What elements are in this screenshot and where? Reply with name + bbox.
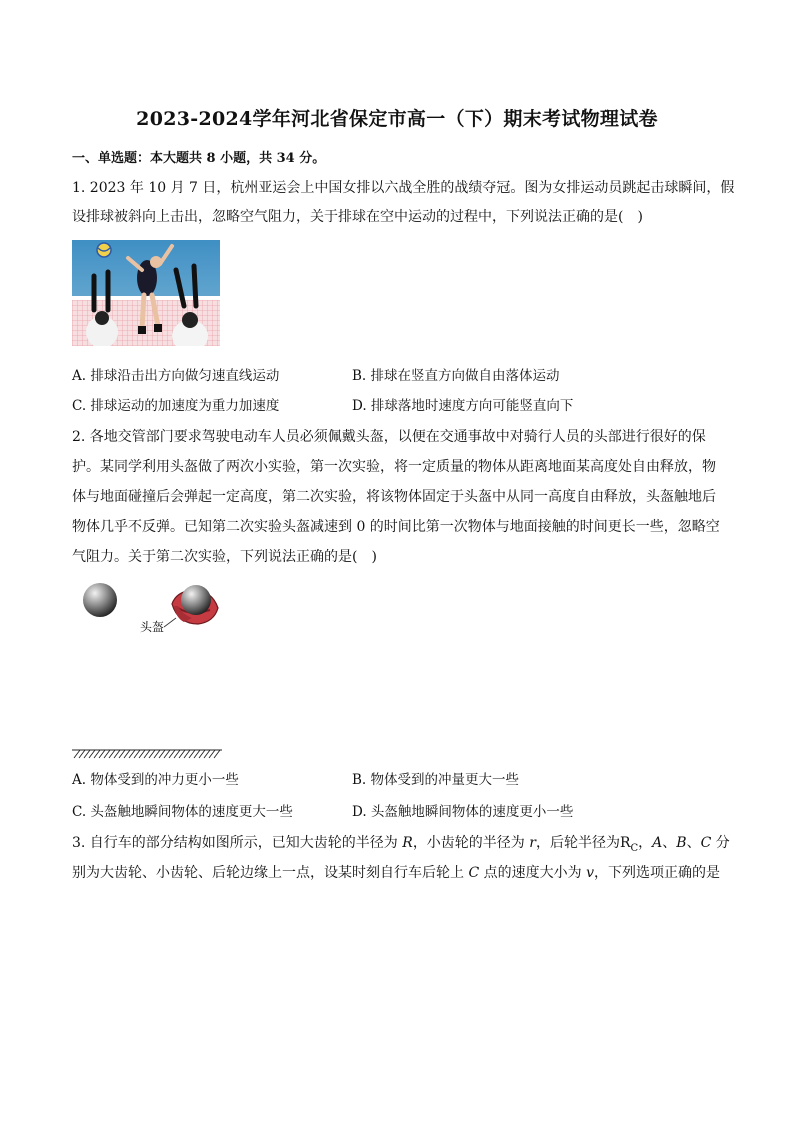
q3-subscript-c: C bbox=[630, 842, 639, 854]
section-heading: 一、单选题：本大题共 8 小题，共 34 分。 bbox=[72, 151, 326, 166]
q1-option-d: D. 排球落地时速度方向可能竖直向下 bbox=[352, 398, 574, 414]
q2-text-line-5: 气阻力。关于第二次实验，下列说法正确的是( ) bbox=[72, 549, 377, 565]
ground-hatching bbox=[72, 744, 222, 754]
q2-option-a: A. 物体受到的冲力更小一些 bbox=[72, 772, 239, 788]
q3-text-segment: 、 bbox=[662, 835, 677, 851]
q3-point-b: B bbox=[676, 835, 687, 851]
q3-point-c: C bbox=[468, 865, 480, 881]
q3-text-segment: 、 bbox=[686, 835, 701, 851]
q3-text-segment: ，下列选项正确的是 bbox=[594, 865, 720, 881]
q1-text-line-1: 1. 2023 年 10 月 7 日，杭州亚运会上中国女排以六战全胜的战绩夺冠。图为女排运动员跳起击球瞬间，假 bbox=[72, 180, 735, 196]
helmet-label: 头盔 bbox=[140, 620, 165, 634]
q3-text-segment: 别为大齿轮、小齿轮、后轮边缘上一点，设某时刻自行车后轮上 bbox=[72, 865, 469, 881]
q3-text-segment: ，后轮半径为R bbox=[535, 835, 631, 851]
q2-text-line-4: 物体几乎不反弹。已知第二次实验头盔减速到 0 的时间比第一次物体与地面接触的时间更长一些，忽略空 bbox=[72, 519, 720, 535]
q2-text-line-2: 护。某同学利用头盔做了两次小实验，第一次实验，将一定质量的物体从距离地面某高度处自由释放，物 bbox=[72, 459, 716, 475]
q2-text-line-1: 2. 各地交管部门要求驾驶电动车人员必须佩戴头盔，以便在交通事故中对骑行人员的头部进行很好的保 bbox=[72, 429, 706, 445]
q3-var-v: v bbox=[586, 865, 594, 881]
q1-option-c: C. 排球运动的加速度为重力加速度 bbox=[72, 398, 280, 414]
q1-text-line-2: 设排球被斜向上击出，忽略空气阻力，关于排球在空中运动的过程中，下列说法正确的是( ) bbox=[72, 209, 643, 225]
q1-option-b: B. 排球在竖直方向做自由落体运动 bbox=[352, 368, 560, 384]
q3-var-r: r bbox=[529, 835, 536, 851]
q3-text-line-2 bbox=[72, 862, 720, 882]
q2-option-d: D. 头盔触地瞬间物体的速度更小一些 bbox=[352, 804, 574, 820]
q2-option-b: B. 物体受到的冲量更大一些 bbox=[352, 772, 520, 788]
q3-point-c: C bbox=[700, 835, 712, 851]
q2-text-line-3: 体与地面碰撞后会弹起一定高度，第二次实验，将该物体固定于头盔中从同一高度自由释放，头盔触地后 bbox=[72, 489, 716, 505]
volleyball-photo bbox=[72, 240, 220, 346]
q3-text-segment: 3. 自行车的部分结构如图所示，已知大齿轮的半径为 bbox=[72, 835, 403, 851]
q1-option-a: A. 排球沿击出方向做匀速直线运动 bbox=[72, 368, 280, 384]
q3-point-a: A bbox=[652, 835, 663, 851]
q3-text-segment: 点的速度大小为 bbox=[479, 865, 587, 881]
q3-var-R: R bbox=[402, 835, 413, 851]
q3-text-segment: ，小齿轮的半径为 bbox=[412, 835, 530, 851]
page-title: 2023-2024学年河北省保定市高一（下）期末考试物理试卷 bbox=[136, 108, 658, 130]
q3-text-segment: ， bbox=[638, 835, 653, 851]
q2-option-c: C. 头盔触地瞬间物体的速度更大一些 bbox=[72, 804, 293, 820]
q3-text-line-1 bbox=[72, 832, 730, 854]
helmet-diagram bbox=[72, 578, 232, 648]
q3-text-segment: 分 bbox=[711, 835, 730, 851]
